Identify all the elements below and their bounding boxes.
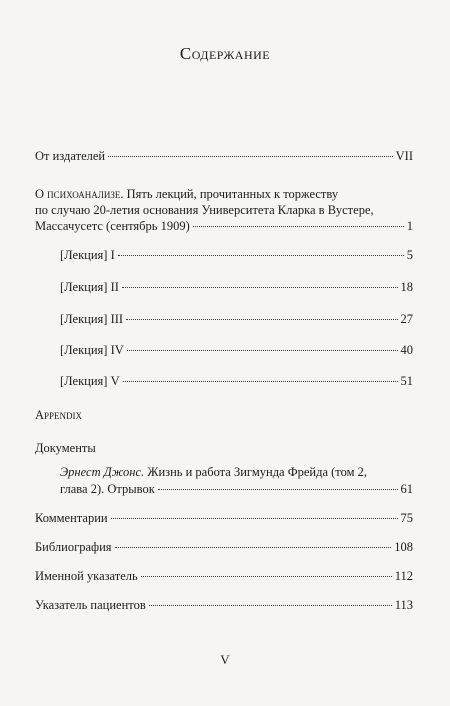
toc-entry-label: Комментарии — [35, 511, 108, 525]
toc-entry-psychoanalysis — [35, 186, 413, 218]
dot-leader — [149, 605, 392, 606]
toc-entry-label: Жизнь и работа Зигмунда Фрейда (том 2, — [144, 465, 368, 479]
toc-entry-label-line2: по случаю 20-летия основания Университета Кларка в Вустере, — [35, 203, 374, 217]
toc-entry-comments — [35, 510, 413, 526]
toc-entry-page: 1 — [406, 219, 413, 233]
appendix-heading: Appendix — [35, 408, 83, 422]
toc-entry-label: Именной указатель — [35, 569, 138, 583]
toc-entry-label: [Лекция] I — [60, 248, 115, 262]
toc-entry-page: 61 — [400, 482, 413, 496]
toc-entry-page: 108 — [394, 540, 413, 554]
dot-leader — [126, 319, 397, 320]
toc-entry-label: Указатель пациентов — [35, 598, 146, 612]
toc-entry-publishers — [35, 148, 413, 164]
dot-leader — [122, 287, 398, 288]
toc-entry-patient-index — [35, 597, 413, 613]
toc-entry-label: От издателей — [35, 149, 106, 163]
toc-entry-page: 113 — [394, 598, 413, 612]
toc-entry-label: [Лекция] IV — [60, 343, 124, 357]
toc-entry-lecture-5 — [60, 373, 413, 389]
toc-entry-bibliography — [35, 539, 413, 555]
toc-entry-page: VII — [395, 149, 413, 163]
dot-leader — [127, 350, 398, 351]
dot-leader — [141, 576, 392, 577]
page-number-footer: V — [220, 652, 230, 667]
documents-heading: Документы — [35, 441, 96, 455]
dot-leader — [193, 226, 404, 227]
toc-entry-jones-last — [60, 481, 413, 497]
toc-entry-page: 5 — [406, 248, 413, 262]
toc-entry-page: 51 — [400, 374, 413, 388]
toc-entry-lecture-3 — [60, 311, 413, 327]
toc-entry-label-line3: Массачусетс (сентябрь 1909) — [35, 219, 190, 233]
dot-leader — [123, 381, 398, 382]
toc-entry-author: Эрнест Джонс. — [60, 465, 145, 479]
toc-entry-label: [Лекция] III — [60, 312, 124, 326]
toc-entry-page: 18 — [400, 280, 413, 294]
dot-leader — [118, 255, 404, 256]
toc-entry-label-line2: глава 2). Отрывок — [60, 482, 155, 496]
toc-entry-page: 27 — [400, 312, 413, 326]
toc-entry-page: 112 — [394, 569, 413, 583]
toc-entry-name-index — [35, 568, 413, 584]
toc-entry-label: [Лекция] V — [60, 374, 120, 388]
toc-entry-jones — [60, 464, 413, 480]
toc-entry-psychoanalysis-last — [35, 218, 413, 234]
toc-entry-lecture-2 — [60, 279, 413, 295]
toc-entry-label-smallcaps: О психоанализе. — [35, 187, 124, 201]
dot-leader — [108, 156, 393, 157]
page-title: Содержание — [179, 44, 271, 63]
dot-leader — [111, 518, 398, 519]
toc-entry-label: Пять лекций, прочитанных к торжеству — [123, 187, 339, 201]
dot-leader — [115, 547, 392, 548]
toc-entry-label: [Лекция] II — [60, 280, 119, 294]
dot-leader — [158, 489, 398, 490]
toc-entry-page: 75 — [400, 511, 413, 525]
toc-entry-page: 40 — [400, 343, 413, 357]
toc-entry-lecture-4 — [60, 342, 413, 358]
toc-entry-label: Библиография — [35, 540, 112, 554]
toc-entry-lecture-1 — [60, 247, 413, 263]
